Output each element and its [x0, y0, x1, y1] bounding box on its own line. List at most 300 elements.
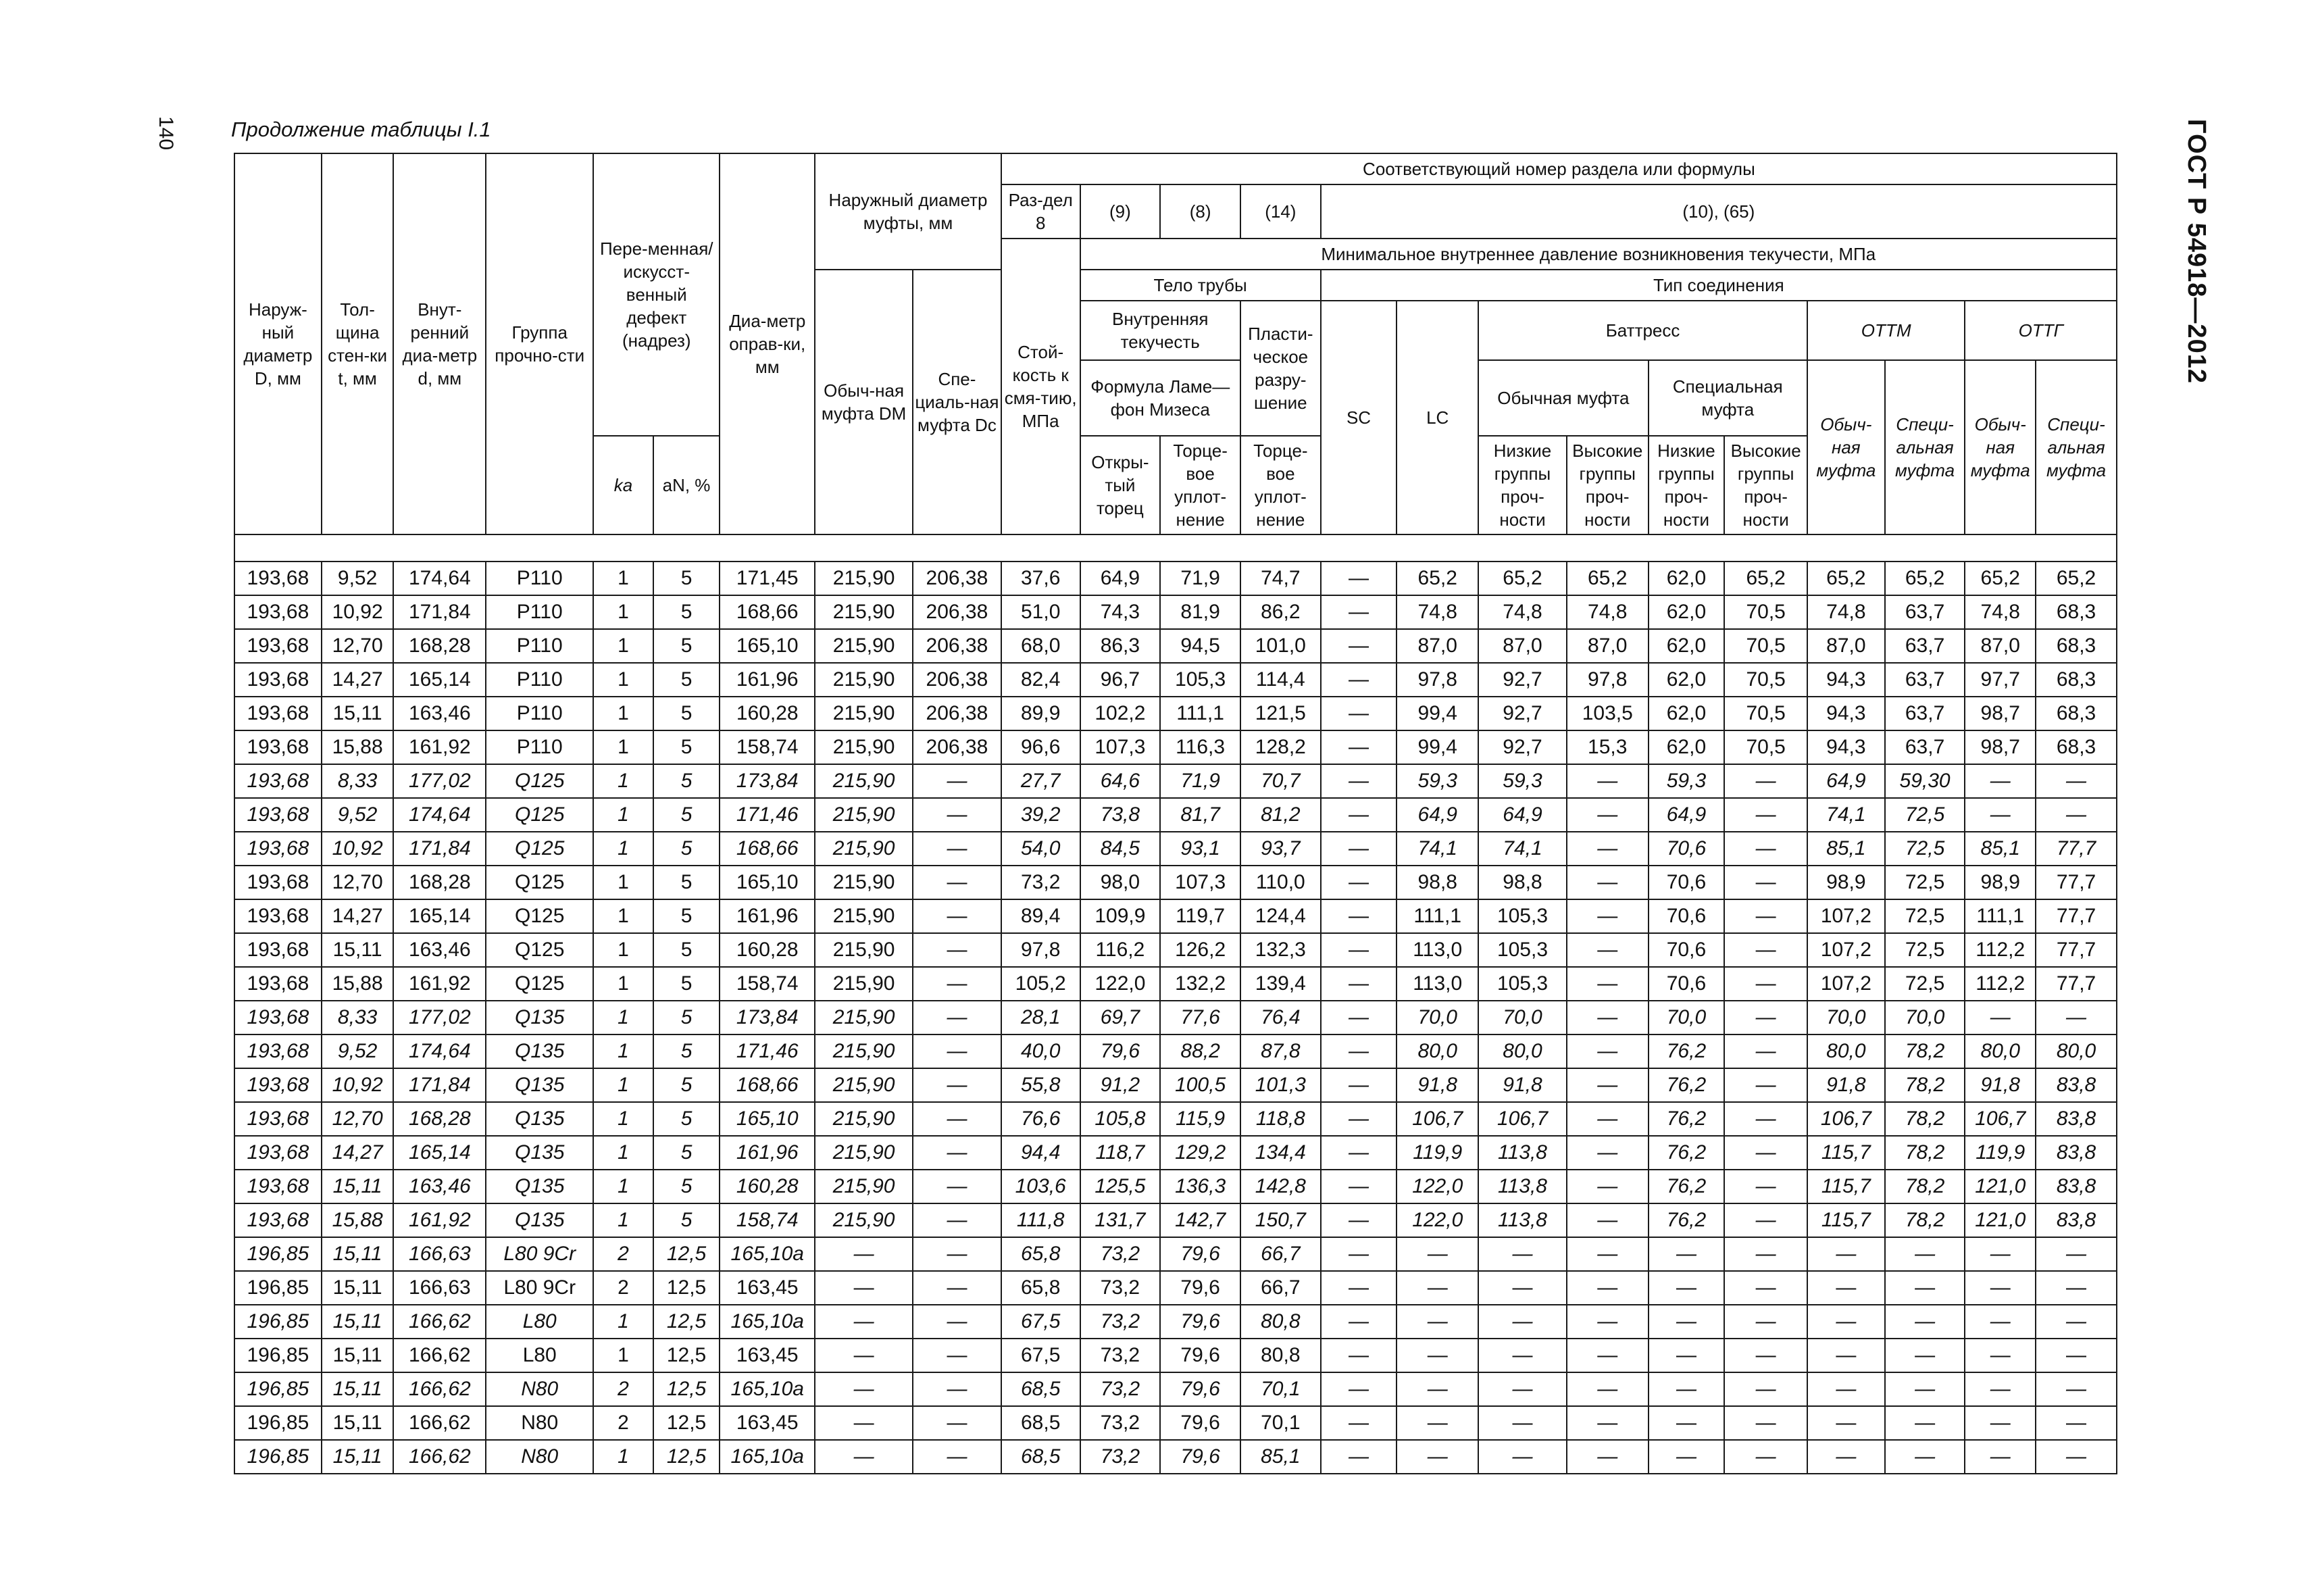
table-cell: —: [1478, 1440, 1567, 1474]
table-cell: 91,2: [1080, 1068, 1161, 1102]
table-cell: —: [1567, 1001, 1649, 1034]
table-cell: 5: [653, 1001, 720, 1034]
table-cell: —: [2036, 798, 2117, 832]
table-cell: 171,84: [393, 595, 486, 629]
table-cell: 70,6: [1649, 866, 1725, 899]
table-cell: 62,0: [1649, 730, 1725, 764]
table-cell: —: [1649, 1406, 1725, 1440]
table-cell: 71,9: [1160, 562, 1240, 595]
table-cell: 62,0: [1649, 595, 1725, 629]
table-cell: 1: [593, 933, 653, 967]
table-cell: 129,2: [1160, 1136, 1240, 1170]
header-buttress-high-grade: Высокие группы проч-ности: [1567, 436, 1649, 534]
table-cell: —: [1807, 1305, 1885, 1339]
table-cell: 161,96: [720, 663, 815, 697]
table-cell: 116,2: [1080, 933, 1161, 967]
table-cell: 5: [653, 1034, 720, 1068]
table-cell: 85,1: [1240, 1440, 1321, 1474]
table-cell: 70,5: [1724, 663, 1807, 697]
table-cell: —: [1321, 1001, 1397, 1034]
table-cell: 193,68: [234, 730, 322, 764]
table-cell: —: [1321, 663, 1397, 697]
table-cell: —: [1965, 1372, 2036, 1406]
table-cell: —: [1965, 1001, 2036, 1034]
table-cell: 74,1: [1478, 832, 1567, 866]
table-cell: 77,7: [2036, 933, 2117, 967]
table-cell: 96,7: [1080, 663, 1161, 697]
table-cell: 65,2: [1724, 562, 1807, 595]
table-cell: —: [1321, 1440, 1397, 1474]
table-row: [234, 595, 2117, 629]
table-cell: —: [1724, 899, 1807, 933]
table-cell: 81,9: [1160, 595, 1240, 629]
header-section8: Раз-дел 8: [1001, 184, 1080, 239]
table-cell: 68,0: [1001, 629, 1080, 663]
table-cell: 107,3: [1160, 866, 1240, 899]
table-cell: 15,11: [322, 933, 394, 967]
table-cell: —: [913, 967, 1001, 1001]
table-cell: 215,90: [815, 595, 913, 629]
table-cell: 37,6: [1001, 562, 1080, 595]
table-cell: 80,8: [1240, 1339, 1321, 1372]
table-cell: —: [1724, 1440, 1807, 1474]
table-cell: 97,8: [1001, 933, 1080, 967]
table-cell: 109,9: [1080, 899, 1161, 933]
table-cell: 15,11: [322, 1339, 394, 1372]
table-cell: 65,2: [1567, 562, 1649, 595]
table-cell: 193,68: [234, 1102, 322, 1136]
table-cell: —: [1321, 1203, 1397, 1237]
table-cell: 91,8: [1965, 1068, 2036, 1102]
table-cell: 54,0: [1001, 832, 1080, 866]
table-cell: 63,7: [1885, 595, 1965, 629]
table-cell: —: [1397, 1372, 1478, 1406]
table-cell: 91,8: [1807, 1068, 1885, 1102]
table-cell: 83,8: [2036, 1170, 2117, 1203]
table-cell: 12,5: [653, 1271, 720, 1305]
table-cell: 113,0: [1397, 933, 1478, 967]
table-cell: 122,0: [1080, 967, 1161, 1001]
table-cell: 101,0: [1240, 629, 1321, 663]
table-cell: —: [815, 1406, 913, 1440]
table-row: [234, 697, 2117, 730]
table-cell: 215,90: [815, 899, 913, 933]
table-cell: 72,5: [1885, 933, 1965, 967]
table-cell: —: [1478, 1339, 1567, 1372]
header-ottm-special: Специ-альная муфта: [1885, 360, 1965, 534]
table-cell: 163,45: [720, 1406, 815, 1440]
table-cell: 1: [593, 1203, 653, 1237]
table-cell: —: [1649, 1339, 1725, 1372]
table-cell: L80: [486, 1339, 593, 1372]
table-cell: 161,92: [393, 730, 486, 764]
table-cell: 1: [593, 967, 653, 1001]
table-cell: 97,8: [1567, 663, 1649, 697]
table-cell: —: [1567, 1170, 1649, 1203]
table-cell: 5: [653, 595, 720, 629]
table-cell: 196,85: [234, 1406, 322, 1440]
table-cell: 85,1: [1807, 832, 1885, 866]
table-cell: —: [1321, 866, 1397, 899]
table-cell: 68,3: [2036, 697, 2117, 730]
table-cell: 119,9: [1397, 1136, 1478, 1170]
table-cell: 87,0: [1965, 629, 2036, 663]
table-cell: 55,8: [1001, 1068, 1080, 1102]
table-cell: 122,0: [1397, 1203, 1478, 1237]
table-cell: 70,5: [1724, 730, 1807, 764]
table-cell: 124,4: [1240, 899, 1321, 933]
table-cell: —: [913, 899, 1001, 933]
table-cell: 206,38: [913, 730, 1001, 764]
table-cell: —: [1885, 1339, 1965, 1372]
table-cell: —: [2036, 1372, 2117, 1406]
table-cell: 1: [593, 730, 653, 764]
table-cell: —: [1321, 764, 1397, 798]
table-cell: 5: [653, 663, 720, 697]
table-cell: 80,0: [1965, 1034, 2036, 1068]
table-cell: —: [1397, 1237, 1478, 1271]
table-cell: 77,7: [2036, 866, 2117, 899]
table-cell: Q135: [486, 1170, 593, 1203]
table-cell: 5: [653, 1203, 720, 1237]
table-cell: P110: [486, 697, 593, 730]
table-cell: —: [1724, 1237, 1807, 1271]
table-cell: —: [815, 1305, 913, 1339]
table-cell: 215,90: [815, 697, 913, 730]
table-cell: —: [1321, 899, 1397, 933]
table-cell: 97,7: [1965, 663, 2036, 697]
table-cell: Q135: [486, 1001, 593, 1034]
table-cell: 77,7: [2036, 832, 2117, 866]
table-cell: —: [1321, 832, 1397, 866]
table-cell: —: [1885, 1237, 1965, 1271]
table-cell: 76,6: [1001, 1102, 1080, 1136]
table-cell: —: [1965, 1406, 2036, 1440]
table-cell: 105,3: [1478, 967, 1567, 1001]
table-cell: —: [2036, 1237, 2117, 1271]
table-cell: N80: [486, 1372, 593, 1406]
table-cell: Q135: [486, 1136, 593, 1170]
table-cell: Q125: [486, 967, 593, 1001]
table-cell: 91,8: [1478, 1068, 1567, 1102]
table-cell: —: [913, 1372, 1001, 1406]
table-cell: 119,7: [1160, 899, 1240, 933]
table-cell: 193,68: [234, 933, 322, 967]
table-cell: 114,4: [1240, 663, 1321, 697]
table-cell: 1: [593, 1068, 653, 1102]
table-cell: —: [815, 1440, 913, 1474]
table-cell: 74,1: [1397, 832, 1478, 866]
table-cell: 1: [593, 1170, 653, 1203]
table-cell: 73,2: [1080, 1372, 1161, 1406]
table-cell: 78,2: [1885, 1170, 1965, 1203]
table-cell: —: [1567, 1271, 1649, 1305]
table-cell: —: [1321, 933, 1397, 967]
table-cell: —: [1321, 1068, 1397, 1102]
table-cell: 132,3: [1240, 933, 1321, 967]
table-cell: 206,38: [913, 697, 1001, 730]
table-cell: 94,4: [1001, 1136, 1080, 1170]
table-cell: —: [1885, 1305, 1965, 1339]
table-cell: —: [1321, 595, 1397, 629]
table-cell: 173,84: [720, 764, 815, 798]
table-cell: —: [1321, 629, 1397, 663]
table-cell: Q125: [486, 764, 593, 798]
table-cell: 81,7: [1160, 798, 1240, 832]
table-cell: 100,5: [1160, 1068, 1240, 1102]
table-cell: L80: [486, 1305, 593, 1339]
table-cell: 5: [653, 798, 720, 832]
table-cell: 111,1: [1397, 899, 1478, 933]
header-ductile-rupture: Пласти-ческое разру-шение: [1240, 301, 1321, 436]
table-cell: —: [913, 1237, 1001, 1271]
table-cell: —: [1807, 1339, 1885, 1372]
table-cell: 64,9: [1649, 798, 1725, 832]
table-cell: Q135: [486, 1034, 593, 1068]
table-cell: 166,62: [393, 1406, 486, 1440]
table-cell: 1: [593, 1102, 653, 1136]
table-cell: 215,90: [815, 798, 913, 832]
table-cell: —: [1478, 1406, 1567, 1440]
table-cell: —: [1724, 764, 1807, 798]
table-cell: 79,6: [1160, 1339, 1240, 1372]
table-cell: —: [1724, 1034, 1807, 1068]
table-cell: 193,68: [234, 764, 322, 798]
table-cell: 68,5: [1001, 1406, 1080, 1440]
table-cell: 15,11: [322, 1271, 394, 1305]
header-ottg: ОТТГ: [1965, 301, 2117, 360]
table-cell: 1: [593, 1440, 653, 1474]
table-cell: 12,5: [653, 1305, 720, 1339]
header-inner-diameter: Внут-ренний диа-метр d, мм: [393, 153, 486, 534]
table-cell: 83,8: [2036, 1102, 2117, 1136]
table-cell: 105,3: [1478, 933, 1567, 967]
table-cell: 215,90: [815, 764, 913, 798]
table-cell: 77,7: [2036, 899, 2117, 933]
table-cell: 5: [653, 697, 720, 730]
table-cell: 161,92: [393, 967, 486, 1001]
table-cell: 1: [593, 562, 653, 595]
table-cell: 174,64: [393, 562, 486, 595]
table-row: [234, 832, 2117, 866]
table-cell: —: [1321, 967, 1397, 1001]
table-cell: —: [1321, 1034, 1397, 1068]
table-cell: 10,92: [322, 595, 394, 629]
table-cell: 165,10: [720, 629, 815, 663]
table-cell: 115,7: [1807, 1170, 1885, 1203]
table-cell: 65,2: [1885, 562, 1965, 595]
table-cell: 72,5: [1885, 832, 1965, 866]
table-cell: 71,9: [1160, 764, 1240, 798]
header-collapse: Стой-кость к смя-тию, МПа: [1001, 239, 1080, 534]
table-cell: 1: [593, 697, 653, 730]
table-cell: 14,27: [322, 663, 394, 697]
table-cell: 73,2: [1080, 1406, 1161, 1440]
table-cell: 15,11: [322, 1440, 394, 1474]
table-row: [234, 629, 2117, 663]
table-cell: 193,68: [234, 1170, 322, 1203]
table-cell: 63,7: [1885, 697, 1965, 730]
table-cell: 118,8: [1240, 1102, 1321, 1136]
table-cell: 2: [593, 1406, 653, 1440]
header-buttress-special-low-grade: Низкие группы проч-ности: [1649, 436, 1725, 534]
table-cell: 79,6: [1160, 1271, 1240, 1305]
header-ka: ka: [593, 436, 653, 534]
table-cell: 196,85: [234, 1305, 322, 1339]
table-cell: —: [1321, 562, 1397, 595]
table-cell: —: [1965, 1339, 2036, 1372]
table-cell: 196,85: [234, 1372, 322, 1406]
table-cell: 107,3: [1080, 730, 1161, 764]
table-body: [234, 534, 2117, 1474]
table-cell: 59,3: [1478, 764, 1567, 798]
table-cell: 64,6: [1080, 764, 1161, 798]
table-cell: 142,7: [1160, 1203, 1240, 1237]
table-row: [234, 1034, 2117, 1068]
table-cell: 79,6: [1160, 1406, 1240, 1440]
table-cell: —: [1567, 798, 1649, 832]
table-cell: 215,90: [815, 1102, 913, 1136]
table-cell: —: [1478, 1237, 1567, 1271]
table-cell: 12,5: [653, 1406, 720, 1440]
table-cell: 5: [653, 1136, 720, 1170]
table-cell: 27,7: [1001, 764, 1080, 798]
table-cell: —: [1807, 1406, 1885, 1440]
table-cell: —: [913, 933, 1001, 967]
header-lame-formula: Формула Ламе—фон Мизеса: [1080, 360, 1240, 436]
table-cell: —: [1649, 1237, 1725, 1271]
header-buttress-special: Специальная муфта: [1649, 360, 1807, 436]
table-cell: 79,6: [1160, 1237, 1240, 1271]
table-cell: —: [1724, 1305, 1807, 1339]
table-cell: 111,1: [1965, 899, 2036, 933]
table-cell: —: [1965, 1440, 2036, 1474]
header-outer-diameter: Наруж-ный диаметр D, мм: [234, 153, 322, 534]
table-cell: —: [1397, 1339, 1478, 1372]
table-cell: 196,85: [234, 1237, 322, 1271]
table-cell: 1: [593, 1136, 653, 1170]
table-cell: 70,5: [1724, 697, 1807, 730]
header-regular-coupling: Обыч-ная муфта DM: [815, 270, 913, 534]
table-cell: —: [815, 1372, 913, 1406]
table-cell: 62,0: [1649, 697, 1725, 730]
table-cell: 74,8: [1478, 595, 1567, 629]
table-cell: 87,0: [1567, 629, 1649, 663]
table-cell: 107,2: [1807, 933, 1885, 967]
table-cell: —: [1567, 764, 1649, 798]
table-cell: 65,2: [1807, 562, 1885, 595]
table-cell: 160,28: [720, 1170, 815, 1203]
table-cell: 193,68: [234, 697, 322, 730]
table-cell: —: [1807, 1271, 1885, 1305]
table-cell: 168,66: [720, 595, 815, 629]
table-cell: 8,33: [322, 764, 394, 798]
table-cell: 1: [593, 764, 653, 798]
table-cell: 161,96: [720, 1136, 815, 1170]
table-cell: —: [1807, 1440, 1885, 1474]
table-cell: 105,3: [1478, 899, 1567, 933]
table-cell: 70,1: [1240, 1372, 1321, 1406]
table-cell: 70,1: [1240, 1406, 1321, 1440]
table-cell: —: [1321, 1136, 1397, 1170]
table-row: [234, 1372, 2117, 1406]
table-cell: 15,88: [322, 730, 394, 764]
table-cell: 105,3: [1160, 663, 1240, 697]
table-cell: 70,0: [1807, 1001, 1885, 1034]
table-cell: —: [1567, 1440, 1649, 1474]
table-cell: P110: [486, 663, 593, 697]
table-cell: 99,4: [1397, 697, 1478, 730]
table-cell: 158,74: [720, 967, 815, 1001]
table-cell: 9,52: [322, 798, 394, 832]
table-cell: 14,27: [322, 1136, 394, 1170]
table-cell: —: [913, 1271, 1001, 1305]
table-cell: 98,8: [1478, 866, 1567, 899]
table-cell: —: [1885, 1271, 1965, 1305]
table-cell: 65,8: [1001, 1237, 1080, 1271]
table-cell: 131,7: [1080, 1203, 1161, 1237]
table-cell: 5: [653, 1068, 720, 1102]
table-cell: 193,68: [234, 798, 322, 832]
table-cell: 139,4: [1240, 967, 1321, 1001]
table-cell: —: [1321, 1170, 1397, 1203]
header-strength-grade: Группа прочно-сти: [486, 153, 593, 534]
table-cell: 51,0: [1001, 595, 1080, 629]
table-cell: —: [1567, 866, 1649, 899]
table-cell: 72,5: [1885, 967, 1965, 1001]
table-cell: —: [1321, 798, 1397, 832]
table-cell: —: [1807, 1237, 1885, 1271]
header-sc: SC: [1321, 301, 1397, 534]
header-connection-type: Тип соединения: [1321, 270, 2117, 301]
table-cell: 5: [653, 1170, 720, 1203]
table-cell: 74,7: [1240, 562, 1321, 595]
table-cell: 81,2: [1240, 798, 1321, 832]
table-cell: 84,5: [1080, 832, 1161, 866]
table-cell: 171,46: [720, 798, 815, 832]
table-cell: —: [1321, 1102, 1397, 1136]
table-cell: 158,74: [720, 730, 815, 764]
table-cell: 63,7: [1885, 730, 1965, 764]
table-cell: 5: [653, 832, 720, 866]
table-cell: 136,3: [1160, 1170, 1240, 1203]
table-cell: —: [1724, 1170, 1807, 1203]
table-cell: 106,7: [1807, 1102, 1885, 1136]
table-cell: 113,8: [1478, 1170, 1567, 1203]
table-caption: Продолжение таблицы I.1: [231, 118, 491, 141]
table-cell: —: [2036, 1001, 2117, 1034]
table-cell: 193,68: [234, 1068, 322, 1102]
table-cell: —: [913, 1440, 1001, 1474]
table-cell: 15,11: [322, 1372, 394, 1406]
table-cell: 78,2: [1885, 1068, 1965, 1102]
table-cell: 161,92: [393, 1203, 486, 1237]
header-open-end: Откры-тый торец: [1080, 436, 1161, 534]
table-cell: 115,9: [1160, 1102, 1240, 1136]
table-cell: 1: [593, 798, 653, 832]
table-cell: —: [913, 1034, 1001, 1068]
table-cell: —: [1724, 1001, 1807, 1034]
table-cell: 1: [593, 1305, 653, 1339]
table-cell: 132,2: [1160, 967, 1240, 1001]
table-cell: 68,5: [1001, 1440, 1080, 1474]
table-cell: 28,1: [1001, 1001, 1080, 1034]
table-cell: 1: [593, 1034, 653, 1068]
table-cell: 215,90: [815, 1136, 913, 1170]
table-cell: —: [815, 1271, 913, 1305]
table-cell: 206,38: [913, 562, 1001, 595]
table-cell: 15,11: [322, 1237, 394, 1271]
